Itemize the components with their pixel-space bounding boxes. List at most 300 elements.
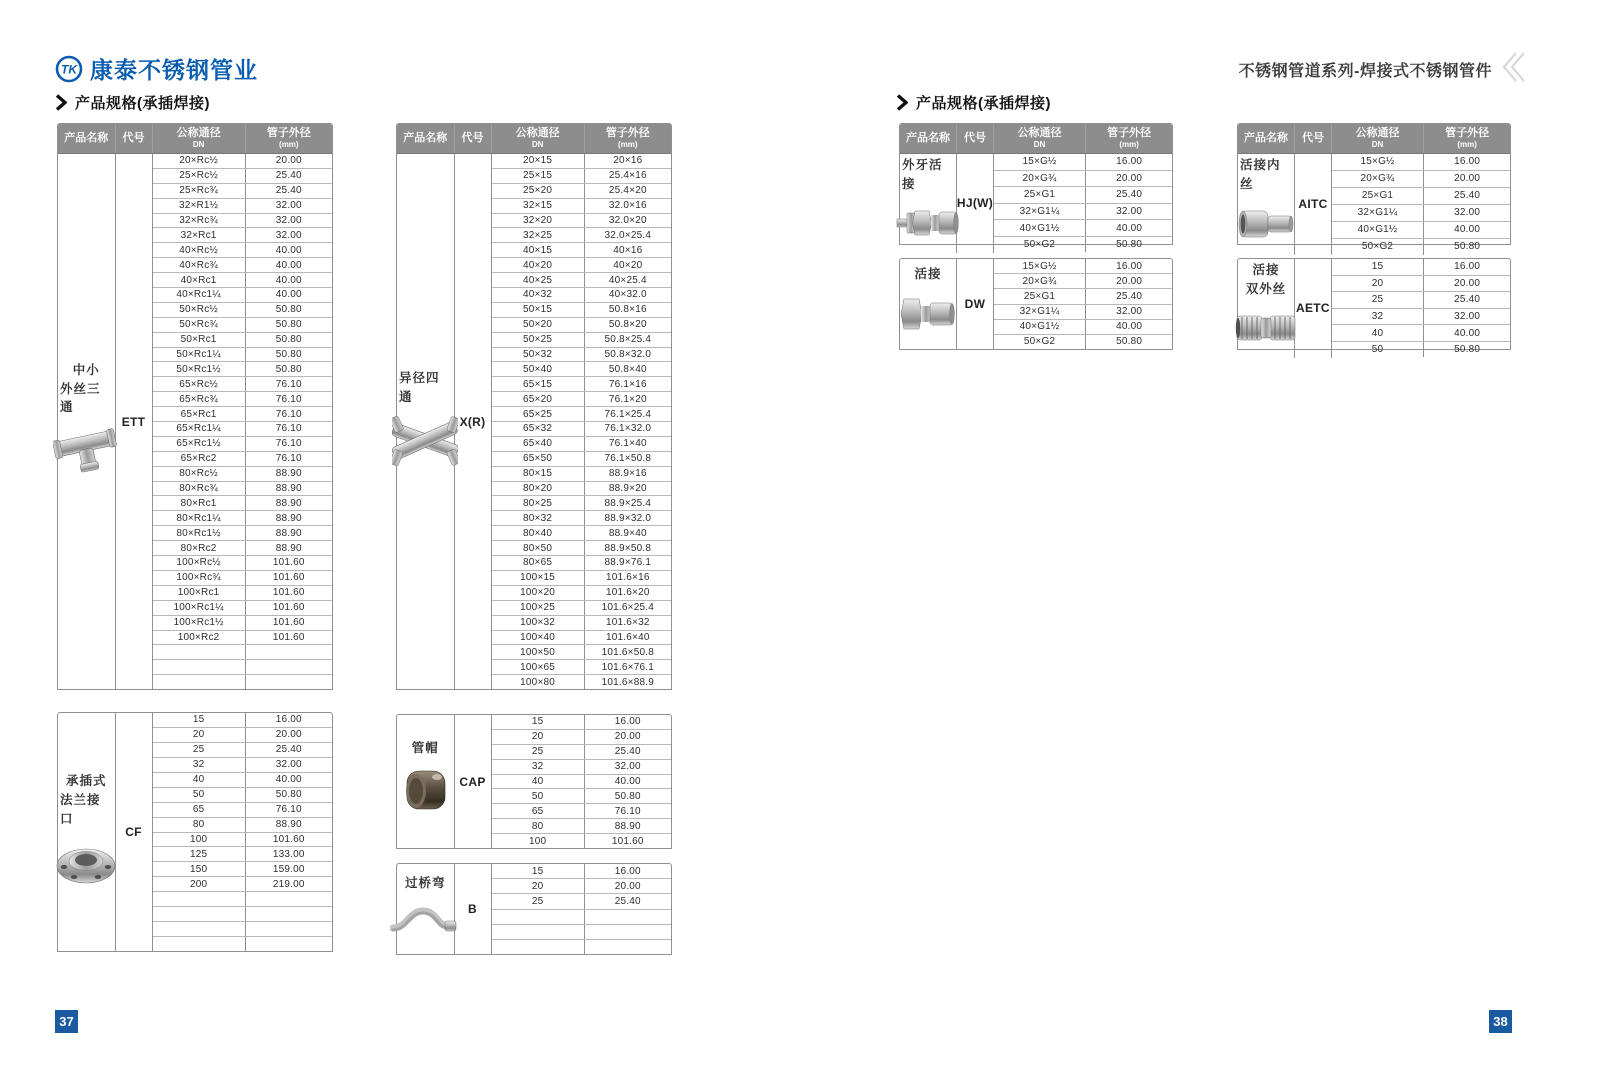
od-value: 32.00 [275,215,302,226]
spec-row [492,332,671,347]
spec-row [1332,291,1510,308]
spec-row [153,183,332,198]
section-header-right: 产品规格(承插焊接) [896,92,1051,113]
spec-row [153,376,332,391]
spec-rows [1332,259,1510,358]
product-name: 承插式 [66,774,107,789]
dn-value: 100×15 [492,571,585,585]
spec-row [492,272,671,287]
od-value: 88.90 [275,527,302,539]
spec-row [1332,259,1510,275]
section-header-left: 产品规格(承插焊接) [55,92,210,113]
product-cell [397,715,455,848]
spec-row [1332,170,1510,187]
spec-row [492,436,671,451]
dn-value: 32×G1¼ [994,305,1086,319]
dn-value: 40×G1½ [994,220,1086,236]
spec-table-xr [396,123,672,690]
od-value: 20.00 [614,880,641,892]
dn-value: 80×65 [492,556,585,570]
spec-row [492,570,671,585]
flange-photo [51,835,121,892]
spec-row [492,257,671,272]
spec-rows [994,259,1172,349]
product-code: X(R) [455,154,492,689]
product-code: HJ(W) [957,154,994,253]
spec-row [153,168,332,183]
spec-row [153,302,332,317]
od-value: 88.9×20 [608,483,647,495]
dn-value: 65×32 [492,422,585,436]
spec-row [492,525,671,540]
spec-row [1332,204,1510,221]
dn-value: 80×Rc½ [153,467,246,481]
dn-value: 80 [153,818,246,832]
dn-value: 50 [492,789,585,803]
dn-value: 100×50 [492,645,585,659]
dn-value: 65×25 [492,407,585,421]
dn-value: 65×50 [492,452,585,466]
company-logo [55,52,258,85]
dn-value: 32 [1332,309,1424,325]
spec-row-empty [153,891,332,906]
spec-table-dw [899,258,1173,350]
dn-value: 150 [153,862,246,876]
od-value: 76.1×40 [608,438,647,450]
product-cell [1238,154,1295,255]
od-value: 40.00 [275,259,302,271]
spec-row [153,615,332,630]
od-value: 50.80 [275,789,302,801]
od-value: 76.10 [275,408,302,420]
dn-value: 80×Rc¾ [153,482,246,496]
dn-value: 15 [153,713,246,727]
product-name: 中小 [72,362,100,377]
spec-row [1332,187,1510,204]
od-value: 50.8×25.4 [604,334,652,346]
spec-row [153,832,332,847]
dn-value: 80×Rc1½ [153,526,246,540]
spec-row [492,347,671,362]
spec-row [153,154,332,168]
spec-row [492,154,671,168]
spec-row [492,878,671,893]
spec-row [153,198,332,213]
od-value: 88.9×16 [608,468,647,480]
dn-value: 32×20 [492,214,585,228]
od-value: 50.8×16 [608,304,647,316]
dn-value: 32×Rc¾ [153,214,246,228]
table-header-row [397,124,671,154]
od-value: 50.80 [1454,344,1481,356]
col-header-code: 代号 [1295,124,1332,153]
od-value: 76.1×20 [608,393,647,405]
spec-row [994,203,1172,220]
od-value: 32.00 [1454,207,1481,219]
od-value: 25.40 [614,895,641,907]
col-header-product: 产品名称 [900,124,957,153]
dn-value: 25 [492,894,585,908]
od-value: 88.90 [275,819,302,831]
spec-row [492,600,671,615]
od-value: 50.8×20 [608,319,647,331]
od-value: 88.9×76.1 [604,557,652,569]
spec-row-empty [492,939,671,954]
od-value: 20.00 [614,731,641,743]
spec-row [492,391,671,406]
dn-value: 80×25 [492,496,585,510]
dn-value: 65×Rc½ [153,377,246,391]
dn-value: 100×Rc1½ [153,616,246,630]
dn-value: 25×Rc¾ [153,184,246,198]
spec-row [994,259,1172,273]
od-value: 101.6×20 [606,587,650,599]
dn-value: 40 [492,775,585,789]
dn-value: 65 [492,804,585,818]
spec-rows [1332,154,1510,255]
cross-fitting-photo [392,413,458,474]
spec-row [492,242,671,257]
product-code: DW [957,259,994,349]
od-value: 76.10 [275,393,302,405]
spec-row [492,317,671,332]
spec-row [492,481,671,496]
spec-rows [492,154,671,689]
dn-value: 100×65 [492,660,585,674]
od-value: 20.00 [1116,275,1143,287]
col-header-od: 管子外径 (mm) [605,127,650,149]
dn-value: 100×80 [492,675,585,689]
tee-fitting-photo [53,423,119,482]
spec-row [153,421,332,436]
od-value: 20×16 [613,155,643,167]
od-value: 40×25.4 [608,274,647,286]
col-header-dn: 公称通径 DN [492,124,585,153]
spec-row [994,273,1172,288]
spec-table-aetc [1237,258,1511,356]
col-header-product: 产品名称 [1238,124,1295,153]
dn-value: 40×Rc1¼ [153,288,246,302]
spec-row [153,391,332,406]
spec-row [1332,221,1510,238]
spec-row [153,242,332,257]
page-number-left: 37 [55,1010,78,1033]
dn-value: 65×Rc1 [153,407,246,421]
arrow-right-icon [896,94,908,111]
spec-row [153,585,332,600]
spec-row [492,585,671,600]
spec-row [492,788,671,803]
spec-row [994,319,1172,334]
spec-row [994,236,1172,253]
spec-row-empty [153,906,332,921]
spec-row [994,304,1172,319]
od-value: 40.00 [1116,321,1143,333]
dn-value: 40×32 [492,288,585,302]
od-value: 16.00 [1116,260,1143,272]
dn-value: 50×25 [492,333,585,347]
dn-value: 80×Rc1 [153,496,246,510]
spec-row [492,729,671,744]
od-value: 40.00 [275,274,302,286]
od-value: 76.10 [275,438,302,450]
od-value: 101.60 [611,835,644,847]
dn-value: 80×Rc1¼ [153,511,246,525]
spec-row [153,495,332,510]
spec-row [1332,308,1510,325]
dn-value: 15×G½ [994,154,1086,170]
od-value: 76.1×32.0 [604,423,652,435]
spec-row [492,744,671,759]
od-value: 101.60 [272,602,305,614]
dn-value: 50×Rc½ [153,303,246,317]
dn-value: 32×15 [492,199,585,213]
spec-row [153,257,332,272]
od-value: 40×32.0 [608,289,647,301]
spec-row [492,659,671,674]
spec-row [1332,275,1510,292]
product-name: 活接 [914,267,942,282]
dn-value: 50×32 [492,348,585,362]
od-value: 32.00 [275,200,302,212]
product-cell [900,154,957,253]
od-value: 101.60 [272,631,305,643]
dn-value: 20 [492,730,585,744]
dn-value: 50×20 [492,318,585,332]
od-value: 20.00 [275,155,302,167]
spec-row [153,713,332,727]
od-value: 76.10 [275,804,302,816]
spec-row [994,154,1172,170]
od-value: 88.9×40 [608,527,647,539]
dn-value: 100×32 [492,616,585,630]
product-cell [397,864,455,954]
od-value: 50.8×40 [608,363,647,375]
od-value: 88.9×25.4 [604,497,652,509]
od-value: 40.00 [1116,222,1143,234]
dn-value: 100 [492,834,585,848]
spec-row [492,183,671,198]
spec-row [153,406,332,421]
spec-row [153,347,332,362]
dn-value: 100 [153,833,246,847]
spec-rows [153,154,332,689]
od-value: 40×16 [613,244,643,256]
col-header-dn: 公称通径 DN [1332,124,1424,153]
col-header-dn: 公称通径 DN [994,124,1086,153]
od-value: 101.60 [272,617,305,629]
spec-table-cap [396,714,672,849]
spec-row [153,555,332,570]
od-value: 32.00 [1454,311,1481,323]
col-header-code: 代号 [957,124,994,153]
spec-row [492,168,671,183]
dn-value: 20 [153,728,246,742]
dn-value: 15 [492,715,585,729]
dn-value: 80×40 [492,526,585,540]
dn-value: 20×15 [492,154,585,168]
dn-value: 15 [492,864,585,878]
od-value: 20.00 [275,729,302,741]
spec-row [492,198,671,213]
spec-row [492,213,671,228]
spec-row [492,674,671,689]
od-value: 76.1×16 [608,378,647,390]
od-value: 133.00 [272,848,305,860]
od-value: 32.00 [275,229,302,241]
od-value: 101.60 [272,557,305,569]
dn-value: 100×40 [492,631,585,645]
dn-value: 65×Rc2 [153,452,246,466]
od-value: 32.00 [614,761,641,773]
od-value: 76.1×25.4 [604,408,652,420]
spec-row [492,715,671,729]
product-code: AITC [1295,154,1332,255]
od-value: 25.40 [1454,294,1481,306]
spec-row [153,540,332,555]
dn-value: 50×G2 [1332,239,1424,255]
dn-value: 25×G1 [994,187,1086,203]
dn-value: 15×G½ [994,259,1086,273]
product-name: 过桥弯 [405,876,446,891]
spec-row [153,846,332,861]
od-value: 76.10 [275,423,302,435]
od-value: 32.00 [1116,206,1143,218]
col-header-code: 代号 [116,124,153,153]
od-value: 40×20 [613,259,643,271]
dn-value: 50×G2 [994,335,1086,349]
od-value: 88.90 [614,820,641,832]
dn-value: 65 [153,803,246,817]
dn-value: 32 [153,758,246,772]
od-value: 25.40 [1454,190,1481,202]
dn-value: 50×Rc1 [153,333,246,347]
table-header-row [900,124,1172,154]
od-value: 101.60 [272,833,305,845]
spec-table-ett [57,123,333,690]
od-value: 32.00 [275,759,302,771]
spec-row [492,833,671,848]
od-value: 50.80 [614,790,641,802]
dn-value: 40×Rc1 [153,273,246,287]
dn-value: 40×Rc¾ [153,258,246,272]
product-cell [58,154,116,689]
product-code: CAP [455,715,492,848]
spec-row [492,615,671,630]
col-header-od: 管子外径 (mm) [266,127,311,149]
dn-value: 25×20 [492,184,585,198]
dn-value: 80×20 [492,482,585,496]
dn-value: 80×32 [492,511,585,525]
dn-value: 65×40 [492,437,585,451]
spec-row [492,466,671,481]
col-header-product: 产品名称 [397,124,455,153]
spec-row [153,861,332,876]
spec-row [153,772,332,787]
product-cell [397,154,455,689]
od-value: 40.00 [1454,224,1481,236]
spec-table-hjw [899,123,1173,251]
od-value: 40.00 [275,289,302,301]
bridge-bend-photo [390,899,460,944]
od-value: 88.9×32.0 [604,512,652,524]
dn-value: 40×25 [492,273,585,287]
od-value: 76.10 [614,805,641,817]
spec-row-empty [153,674,332,689]
od-value: 25.40 [614,746,641,758]
dn-value: 20 [1332,276,1424,292]
spec-row [492,421,671,436]
product-name: 双外丝 [1245,281,1287,296]
od-value: 50.8×32.0 [604,349,652,361]
od-value: 76.10 [275,378,302,390]
spec-row [153,481,332,496]
dn-value: 200 [153,877,246,891]
od-value: 50.80 [275,349,302,361]
dn-value: 50×15 [492,303,585,317]
spec-rows [492,864,671,954]
dn-value: 80×50 [492,541,585,555]
spec-row-empty [153,659,332,674]
od-value: 16.00 [614,865,641,877]
spec-row [994,219,1172,236]
spec-row [492,302,671,317]
od-value: 88.90 [275,483,302,495]
spec-row [1332,238,1510,255]
dn-value: 100×Rc½ [153,556,246,570]
product-code: AETC [1295,259,1332,358]
spec-row [153,630,332,645]
spec-row [492,540,671,555]
dn-value: 32×25 [492,228,585,242]
company-name: 康泰不锈钢管业 [90,57,258,83]
dn-value: 15 [1332,259,1424,275]
dn-value: 15×G½ [1332,154,1424,170]
od-value: 101.6×88.9 [601,676,654,688]
od-value: 40.00 [614,776,641,787]
dn-value: 125 [153,847,246,861]
spec-rows [994,154,1172,253]
dn-value: 32 [492,760,585,774]
spec-rows [492,715,671,848]
od-value: 20.00 [1454,173,1481,185]
col-header-product: 产品名称 [58,124,116,153]
dn-value: 100×Rc¾ [153,571,246,585]
spec-row [492,818,671,833]
od-value: 16.00 [1116,156,1143,168]
spec-row [153,317,332,332]
spec-row [153,742,332,757]
spec-row-empty [153,921,332,936]
col-header-od: 管子外径 (mm) [1445,127,1490,149]
spec-table-aitc [1237,123,1511,253]
od-value: 25.40 [1116,290,1143,302]
od-value: 76.1×50.8 [604,453,652,465]
dn-value: 65×Rc¾ [153,392,246,406]
spec-row [153,451,332,466]
dn-value: 25×G1 [1332,188,1424,204]
dn-value: 65×Rc1¼ [153,422,246,436]
dn-value: 25 [153,743,246,757]
series-title: 不锈钢管道系列-焊接式不锈钢管件 [1238,63,1492,80]
spec-row [994,170,1172,187]
od-value: 50.80 [275,334,302,346]
union-double-male-photo [1234,305,1298,356]
dn-value: 25×15 [492,169,585,183]
od-value: 88.90 [275,468,302,480]
spec-row [492,495,671,510]
od-value: 101.6×32 [606,617,650,629]
